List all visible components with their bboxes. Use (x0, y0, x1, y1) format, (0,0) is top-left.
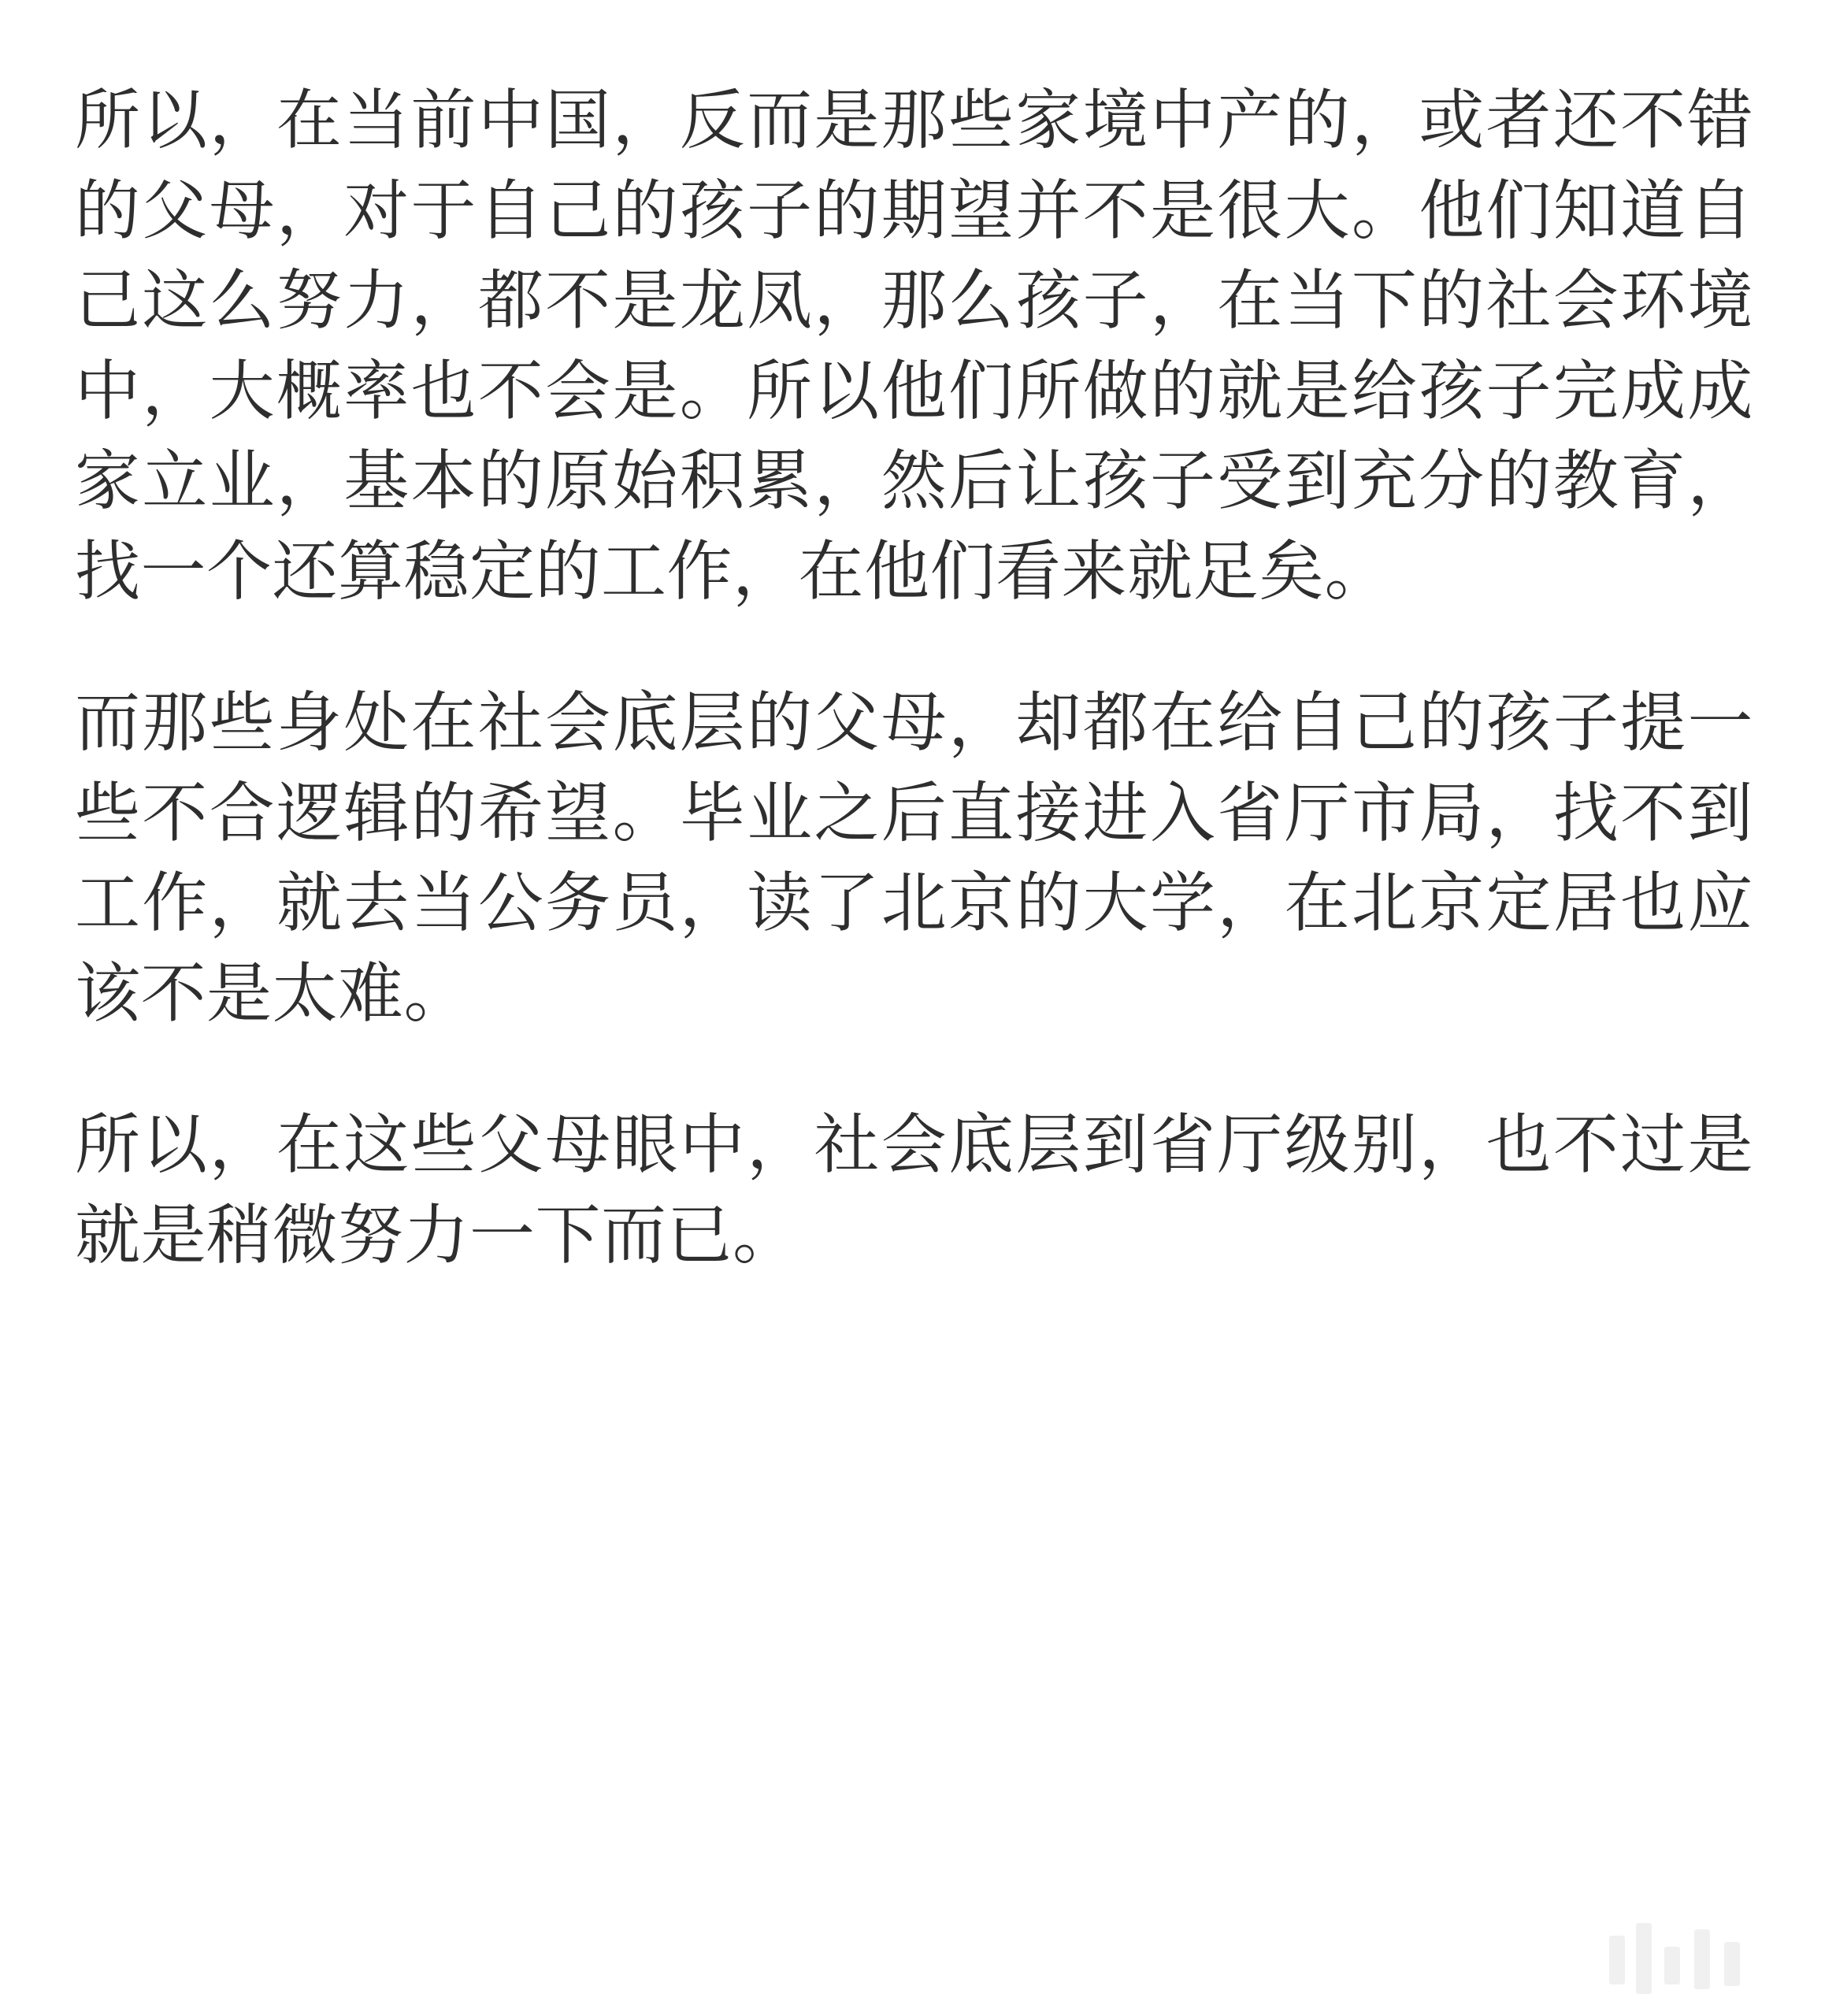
paragraph-2: 而那些身处在社会底层的父母，却都在给自己的孩子提一些不合逻辑的希望。毕业之后直接进入省厅市局，找不到工作，就去当公务员，读了北京的大学，在北京定居也应该不是太难。 (75, 684, 1753, 1032)
paragraph-3: 所以，在这些父母眼中，社会底层到省厅级别，也不过是就是稍微努力一下而已。 (75, 1106, 1753, 1273)
paragraph-1: 所以，在当前中国，反而是那些家境中产的，或者还不错的父母，对于自己的孩子的期望并不是很大。他们知道自己这么努力，都不是龙凤，那么孩子，在当下的社会环境中，大概率也不会是。所以他们所做的就是给孩子完成成家立业，基本的原始积累，然后让孩子受到充分的教育，找一个还算稳定的工作，在他们看来就足矣。 (75, 82, 1753, 610)
watermark-mark-icon (1609, 1923, 1743, 1996)
